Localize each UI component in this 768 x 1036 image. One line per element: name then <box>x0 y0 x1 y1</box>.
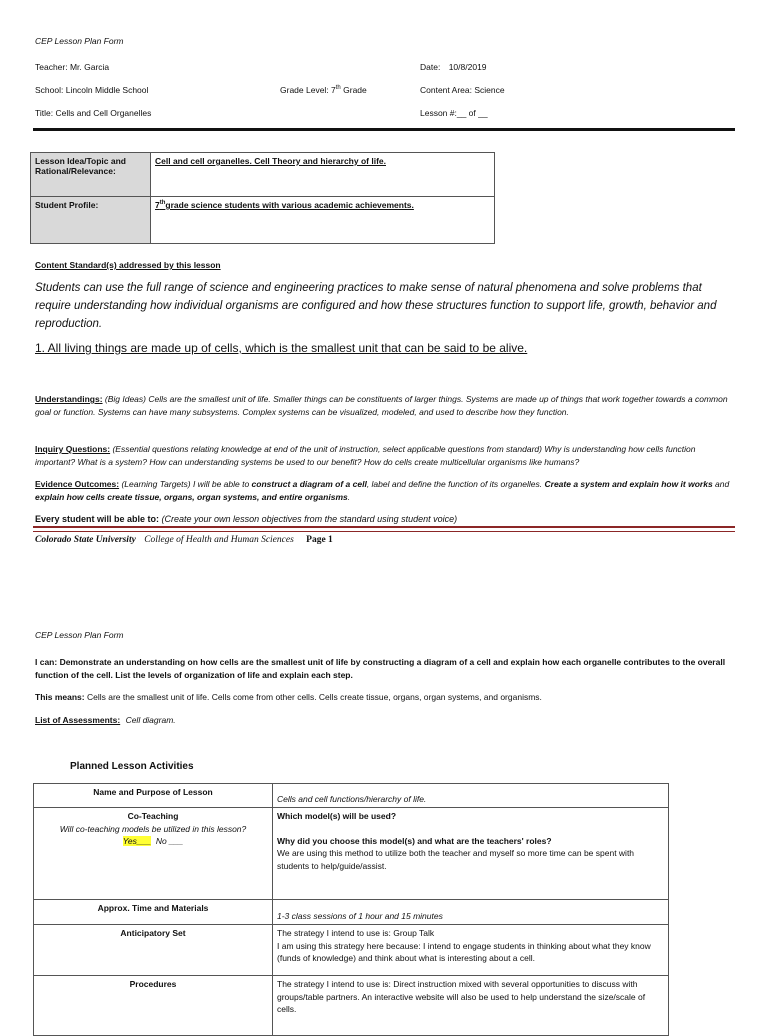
footer-university: Colorado State University <box>35 535 136 545</box>
grade-suffix: Grade <box>340 85 367 95</box>
understandings-label: Understandings: <box>35 394 103 404</box>
inquiry-label: Inquiry Questions: <box>35 444 111 454</box>
anticipatory-label: Anticipatory Set <box>34 925 273 976</box>
date-value: 10/8/2019 <box>448 62 487 72</box>
footer-rule-thin <box>33 531 735 532</box>
means-label: This means: <box>35 692 85 702</box>
lesson-info-table <box>30 152 495 244</box>
idea-label: Lesson Idea/Topic and Rational/Relevance: <box>31 153 151 197</box>
evidence-label: Evidence Outcomes: <box>35 479 120 489</box>
activities-heading: Planned Lesson Activities <box>70 761 194 772</box>
procedures-detail: The strategy I intend to use is: Direct instruction mixed with several opportunities to discuss with groups/table partners. An interactive website will also be used to help understand the size/scale of cells. <box>273 976 669 1036</box>
table-row <box>34 900 669 925</box>
time-materials-value: 1-3 class sessions of 1 hour and 15 minutes <box>273 900 669 925</box>
every-text: (Create your own lesson objectives from the standard using student voice) <box>159 514 458 524</box>
anticipatory-why: I am using this strategy here because: I intend to engage students in thinking about what they know (funds of knowledge) and think about what is interesting about a cell. <box>277 940 651 963</box>
grade-sup: th <box>335 85 341 92</box>
this-means <box>35 691 735 704</box>
footer-college: College of Health and Human Sciences <box>144 535 294 545</box>
i-can-statement <box>35 656 735 681</box>
coteach-answer: We are using this method to utilize both the teacher and myself so more time can be spent with students to help/guide/assist. <box>277 848 635 871</box>
assessments-label: List of Assessments: <box>35 715 121 725</box>
understandings-text: (Big Ideas) Cells are the smallest unit of life. Smaller things can be constituents of larger things. Systems are made up of things that work together towards a common goal or function. Systems can have many subsystems. Complex systems can be visualized, modeled, and used to describe how they function. <box>35 394 728 417</box>
evidence-outcomes <box>35 478 735 503</box>
coteach-question: Will co-teaching models be utilized in this lesson? <box>59 823 247 834</box>
coteach-no: No ___ <box>155 836 184 846</box>
evidence-part2: construct a diagram of a cell <box>251 479 367 489</box>
coteach-label: Co-Teaching <box>127 811 179 821</box>
every-student <box>35 514 457 524</box>
header-rule <box>33 128 735 131</box>
profile-value <box>151 197 495 244</box>
coteach-which: Which model(s) will be used? <box>277 811 397 821</box>
assessments <box>35 714 176 727</box>
title-field: Title: Cells and Cell Organelles <box>35 108 152 118</box>
inquiry-text: (Essential questions relating knowledge at end of the unit of instruction, select applicable questions from standard) Why is understanding how cells function important? What is a system? How can understanding systems be used to our benefit? How do cells create multicellular organisms like humans? <box>35 444 696 467</box>
coteach-detail <box>273 808 669 900</box>
school-field: School: Lincoln Middle School <box>35 85 149 95</box>
activities-table <box>33 783 669 1036</box>
inquiry-questions <box>35 443 735 468</box>
footer-rule-thick <box>33 526 735 528</box>
procedures-label: Procedures <box>34 976 273 1036</box>
profile-num: 7 <box>155 200 160 210</box>
evidence-part4: Create a system and explain how it works <box>544 479 713 489</box>
coteach-cell <box>34 808 273 900</box>
evidence-part5: and <box>712 479 730 489</box>
evidence-part6: explain how cells create tissue, organs, organ systems, and entire organisms <box>35 491 348 502</box>
ican-label: I can: <box>35 657 58 667</box>
table-row <box>34 784 669 808</box>
date-label: Date: <box>420 62 441 72</box>
form-title: CEP Lesson Plan Form <box>35 36 124 46</box>
grade-field <box>280 85 367 95</box>
evidence-part7: . <box>347 491 351 502</box>
table-row <box>34 925 669 976</box>
anticipatory-detail <box>273 925 669 976</box>
evidence-part1: (Learning Targets) I will be able to <box>119 479 252 489</box>
profile-sup: th <box>159 200 166 207</box>
time-materials-label: Approx. Time and Materials <box>34 900 273 925</box>
table-row <box>34 976 669 1036</box>
every-label: Every student will be able to: <box>35 514 160 524</box>
idea-value: Cell and cell organelles. Cell Theory and hierarchy of life. <box>151 153 495 197</box>
name-purpose-value: Cells and cell functions/hierarchy of life. <box>273 784 669 808</box>
standards-text: Students can use the full range of science and engineering practices to make sense of natural phenomena and solve problems that require understanding how individual organisms are configured and how these structures function to support life, growth, behavior and reproduction. <box>35 282 717 330</box>
grade-prefix: Grade Level: 7 <box>280 85 336 95</box>
form-title-page2: CEP Lesson Plan Form <box>35 630 124 640</box>
coteach-why: Why did you choose this model(s) and what are the teachers' roles? <box>277 835 552 846</box>
means-text: Cells are the smallest unit of life. Cells come from other cells. Cells create tissue, organs, organ systems, and organisms. <box>84 692 542 702</box>
name-purpose-label: Name and Purpose of Lesson <box>34 784 273 808</box>
lesson-number-field: Lesson #:__ of __ <box>420 108 488 118</box>
page1-footer <box>35 535 333 545</box>
anticipatory-strategy: The strategy I intend to use is: Group Talk <box>277 928 435 938</box>
understandings <box>35 393 735 418</box>
standards-heading: Content Standard(s) addressed by this lesson <box>35 260 221 270</box>
evidence-part3: , label and define the function of its organelles. <box>366 479 545 489</box>
profile-text: grade science students with various academic achievements. <box>165 200 414 210</box>
table-row <box>34 808 669 900</box>
coteach-yes: Yes___ <box>122 836 152 846</box>
footer-page-number: Page 1 <box>306 535 333 545</box>
assessments-text: Cell diagram. <box>125 715 176 725</box>
ican-text: Demonstrate an understanding on how cells are the smallest unit of life by constructing a diagram of a cell and explain how each organelle contributes to the overall function of the cell. List the levels of organization of life and explain each step. <box>35 657 726 680</box>
teacher-field: Teacher: Mr. Garcia <box>35 62 110 72</box>
content-area-field: Content Area: Science <box>420 85 505 95</box>
date-field <box>420 62 487 72</box>
profile-label: Student Profile: <box>31 197 151 244</box>
standard-1: 1. All living things are made up of cells, which is the smallest unit that can be said to be alive. <box>35 341 528 355</box>
